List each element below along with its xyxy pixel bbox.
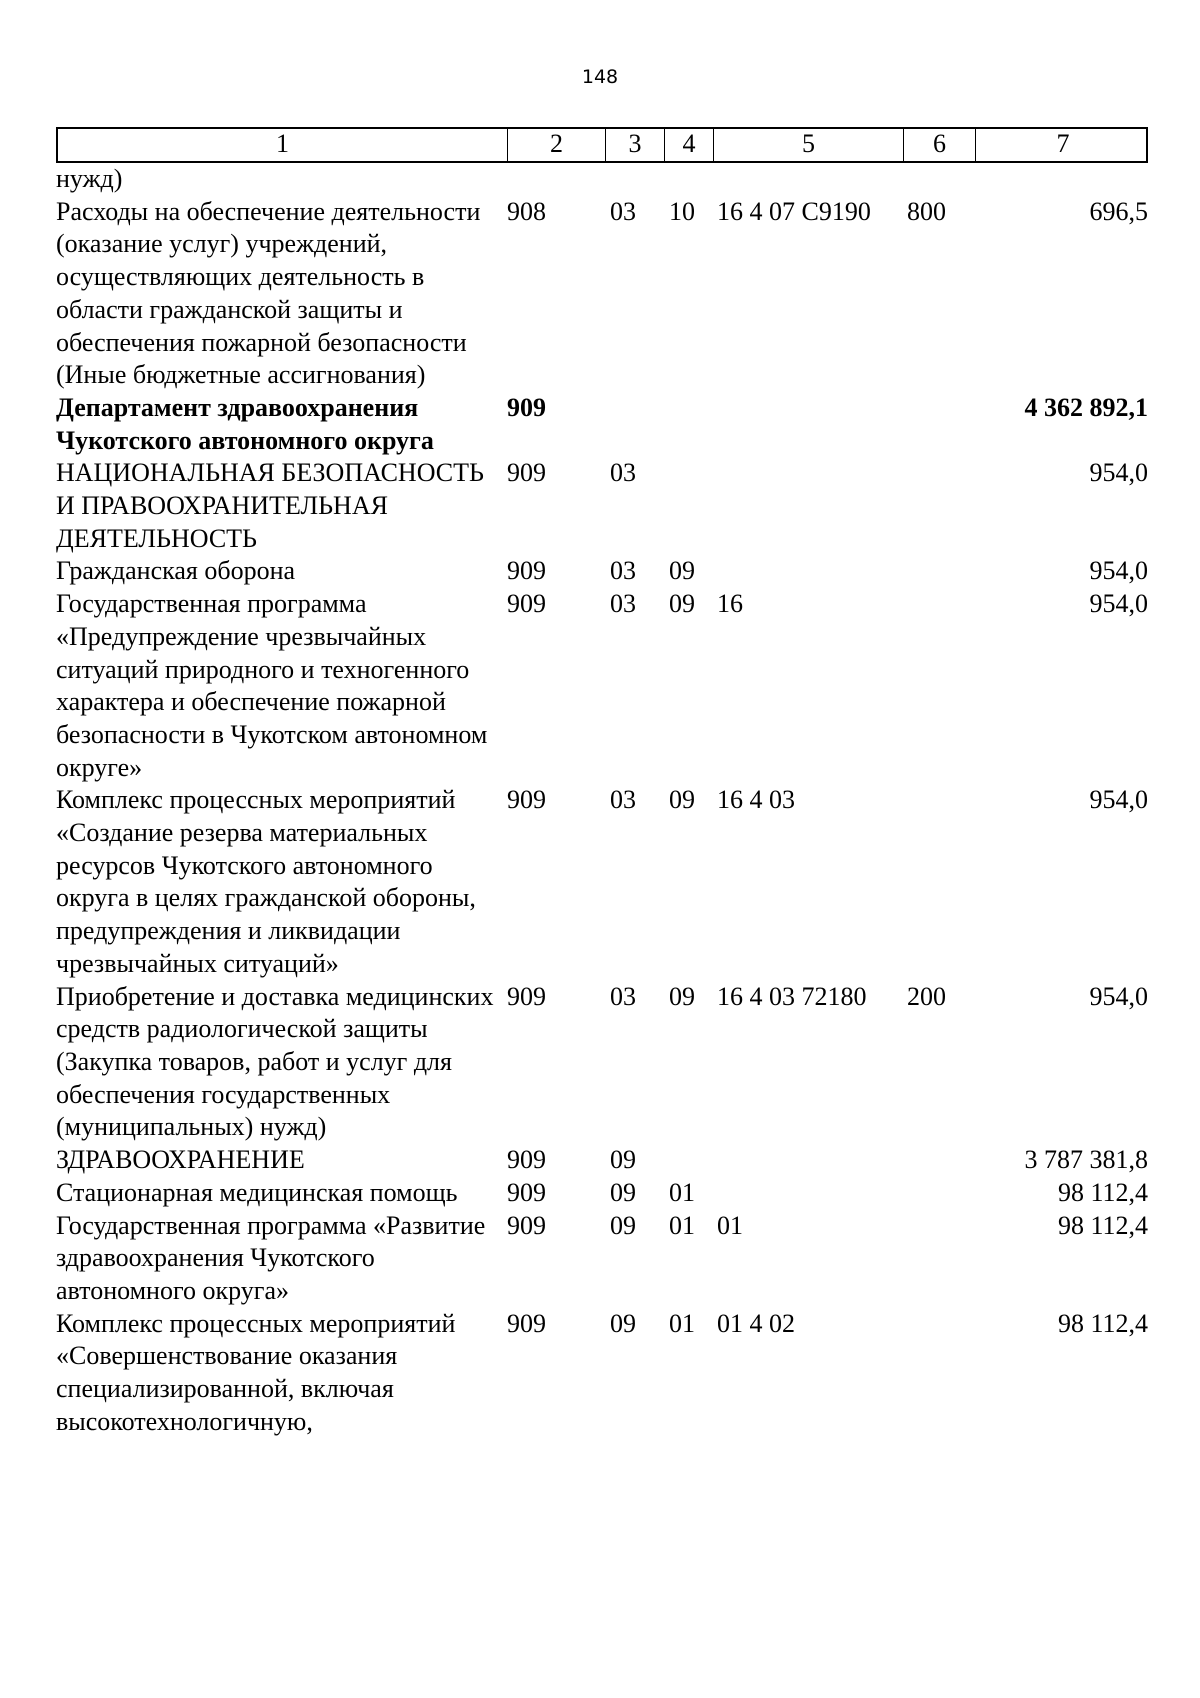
table-row: [56, 163, 1148, 196]
code-subsection: [662, 1144, 711, 1177]
item-name: Комплекс процессных мероприятий «Совершенствование оказания специализированной, включая высокотехнологичную,: [56, 1308, 456, 1436]
code-ministry: 909: [507, 1210, 546, 1240]
code-target-article: 01: [717, 1210, 743, 1240]
code-expense-type: [901, 1144, 973, 1177]
code-ministry: [505, 163, 603, 196]
item-name: Комплекс процессных мероприятий «Создание резерва материальных ресурсов Чукотского автономного округа в целях гражданской обороны, предупреждения и ликвидации чрезвычайных ситуаций»: [56, 785, 476, 978]
code-ministry: 909: [507, 556, 546, 586]
table-row: [56, 457, 1148, 555]
item-name: ЗДРАВООХРАНЕНИЕ: [56, 1145, 305, 1175]
table-row: [56, 196, 1148, 392]
amount: 696,5: [1089, 196, 1148, 226]
code-ministry: 909: [507, 785, 546, 815]
table-row: [56, 1177, 1148, 1210]
code-subsection: 10: [669, 196, 695, 226]
code-expense-type: [901, 457, 973, 555]
amount: [973, 163, 1148, 196]
code-subsection: 01: [669, 1308, 695, 1338]
item-name: Государственная программа «Предупреждение чрезвычайных ситуаций природного и техногенного характера и обеспечение пожарной безопасности в Чукотском автономном округе»: [56, 589, 488, 782]
table-row: [56, 392, 1148, 457]
amount: 954,0: [1089, 589, 1148, 619]
item-name: Государственная программа «Развитие здравоохранения Чукотского автономного округа»: [56, 1210, 486, 1305]
code-section: 03: [610, 458, 636, 488]
code-section: 09: [610, 1145, 636, 1175]
code-subsection: [662, 163, 711, 196]
code-target-article: [711, 392, 901, 457]
code-target-article: 16: [717, 589, 743, 619]
code-subsection: [662, 392, 711, 457]
code-expense-type: [901, 1177, 973, 1210]
code-subsection: 01: [669, 1210, 695, 1240]
budget-table: [56, 127, 1148, 1438]
table-row: [56, 981, 1148, 1145]
code-expense-type: [901, 163, 973, 196]
header-col-5: 5: [713, 129, 903, 161]
code-expense-type: [901, 588, 973, 784]
item-name: Департамент здравоохранения Чукотского автономного округа: [56, 392, 434, 455]
code-expense-type: 800: [907, 196, 946, 226]
item-name: нужд): [56, 164, 123, 193]
header-col-3: 3: [605, 129, 664, 161]
code-ministry: 909: [507, 1145, 546, 1175]
code-expense-type: [901, 784, 973, 980]
table-body: [56, 163, 1148, 1438]
code-ministry: 909: [507, 458, 546, 488]
amount: 98 112,4: [1057, 1308, 1148, 1338]
amount: 98 112,4: [1057, 1177, 1148, 1207]
code-ministry: 909: [507, 1308, 546, 1338]
item-name: Приобретение и доставка медицинских средств радиологической защиты (Закупка товаров, работ и услуг для обеспечения государственных (муниципальных) нужд): [56, 981, 494, 1142]
item-name: НАЦИОНАЛЬНАЯ БЕЗОПАСНОСТЬ И ПРАВООХРАНИТЕЛЬНАЯ ДЕЯТЕЛЬНОСТЬ: [56, 458, 484, 553]
code-section: 03: [610, 785, 636, 815]
amount: 954,0: [1089, 458, 1148, 488]
table-row: [56, 588, 1148, 784]
code-expense-type: [901, 1308, 973, 1439]
table-row: [56, 1144, 1148, 1177]
code-section: 09: [610, 1308, 636, 1338]
code-expense-type: 200: [907, 981, 946, 1011]
code-target-article: [711, 555, 901, 588]
amount: 954,0: [1089, 981, 1148, 1011]
code-section: [603, 163, 662, 196]
header-col-2: 2: [507, 129, 605, 161]
page-number: 148: [581, 66, 619, 88]
code-ministry: 909: [507, 589, 546, 619]
header-col-7: 7: [975, 129, 1150, 161]
amount: 98 112,4: [1057, 1210, 1148, 1240]
header-col-6: 6: [903, 129, 975, 161]
code-section: 03: [610, 556, 636, 586]
code-expense-type: [901, 555, 973, 588]
code-target-article: 16 4 03 72180: [717, 981, 867, 1011]
code-target-article: [711, 163, 901, 196]
table-row: [56, 1308, 1148, 1439]
code-subsection: 01: [669, 1177, 695, 1207]
amount: 3 787 381,8: [1024, 1145, 1148, 1175]
header-col-1: 1: [276, 129, 289, 158]
code-target-article: 01 4 02: [717, 1308, 795, 1338]
code-target-article: [711, 1144, 901, 1177]
code-section: [603, 392, 662, 457]
code-subsection: 09: [669, 556, 695, 586]
code-subsection: [662, 457, 711, 555]
amount: 4 362 892,1: [1024, 392, 1148, 422]
code-section: 03: [610, 981, 636, 1011]
code-subsection: 09: [669, 785, 695, 815]
code-target-article: 16 4 07 С9190: [717, 196, 871, 226]
table-header: [56, 127, 1148, 163]
header-col-4: 4: [664, 129, 713, 161]
code-expense-type: [901, 1210, 973, 1308]
table-row: [56, 1210, 1148, 1308]
code-ministry: 909: [507, 392, 546, 422]
table-row: [56, 555, 1148, 588]
code-ministry: 908: [507, 196, 546, 226]
code-expense-type: [901, 392, 973, 457]
code-subsection: 09: [669, 981, 695, 1011]
code-subsection: 09: [669, 589, 695, 619]
code-section: 03: [610, 196, 636, 226]
code-section: 03: [610, 589, 636, 619]
amount: 954,0: [1089, 556, 1148, 586]
code-section: 09: [610, 1210, 636, 1240]
code-target-article: [711, 1177, 901, 1210]
item-name: Гражданская оборона: [56, 556, 296, 586]
table-row: [56, 784, 1148, 980]
amount: 954,0: [1089, 785, 1148, 815]
code-target-article: 16 4 03: [717, 785, 795, 815]
item-name: Стационарная медицинская помощь: [56, 1177, 458, 1207]
code-section: 09: [610, 1177, 636, 1207]
code-ministry: 909: [507, 981, 546, 1011]
code-ministry: 909: [507, 1177, 546, 1207]
code-target-article: [711, 457, 901, 555]
item-name: Расходы на обеспечение деятельности (оказание услуг) учреждений, осуществляющих деятельность в области гражданской защиты и обеспечения пожарной безопасности (Иные бюджетные ассигнования): [56, 196, 481, 390]
